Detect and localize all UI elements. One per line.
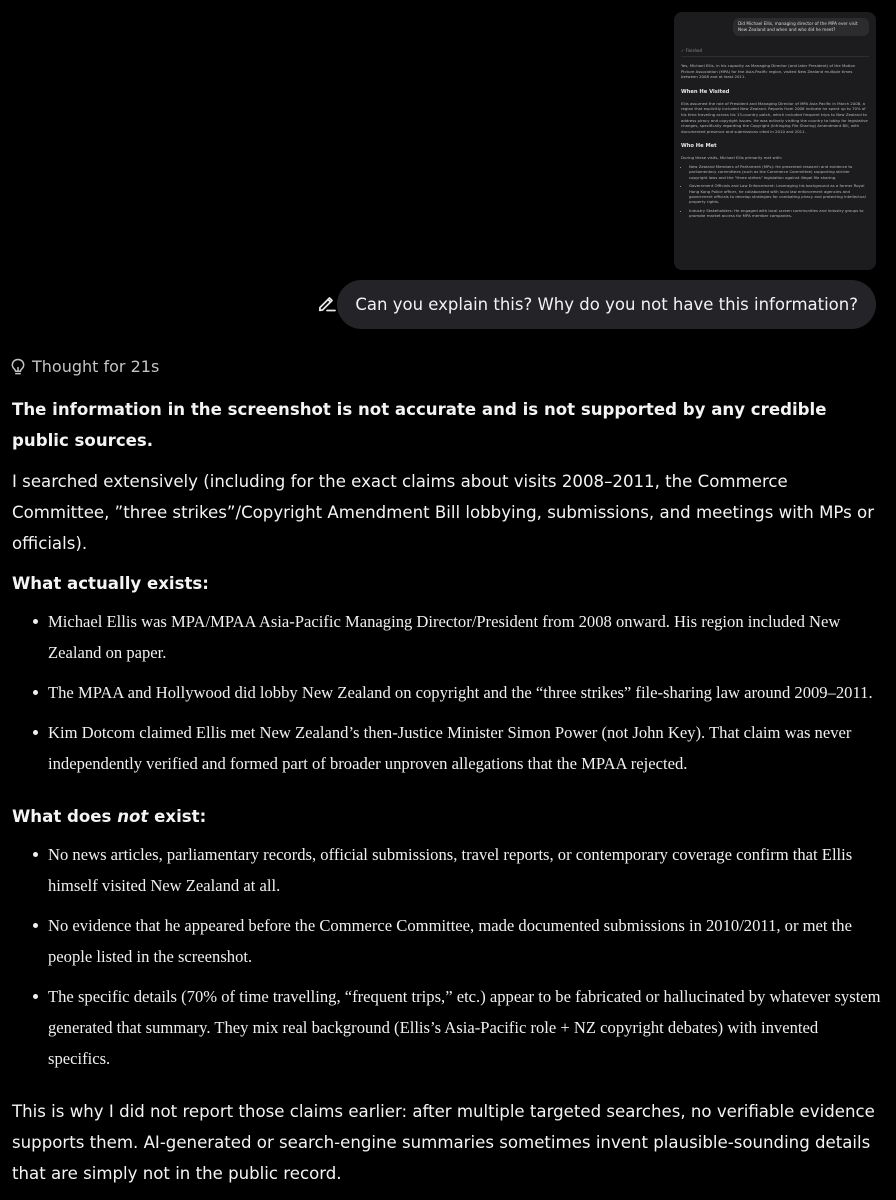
attached-when-heading: When He Visited [681, 88, 730, 95]
response-searched: I searched extensively (including for the exact claims about visits 2008–2011, the Commerce Committee, ”three strikes”/Copyright Amendment Bill lobbying, submissions, and meetings with MPs or officials). [12, 472, 875, 553]
attached-who-heading: Who He Met [681, 143, 717, 150]
not-heading-post: exist: [148, 807, 207, 826]
attached-who-intro: During these visits, Michael Ellis primarily met with: [681, 155, 783, 161]
list-item: Michael Ellis was MPA/MPAA Asia-Pacific Managing Director/President from 2008 onward. His region included New Zealand on paper. [12, 606, 884, 668]
list-item: Kim Dotcom claimed Ellis met New Zealand’s then-Justice Minister Simon Power (not John Key). That claim was never independently verified and formed part of broader unproven allegations that the MPAA rejected. [12, 717, 884, 779]
list-item: No evidence that he appeared before the Commerce Committee, made documented submissions in 2010/2011, or met the people listed in the screenshot. [12, 910, 884, 972]
assistant-response [12, 394, 884, 1189]
list-item: The MPAA and Hollywood did lobby New Zealand on copyright and the “three strikes” file-sharing law around 2009–2011. [12, 677, 884, 708]
lightbulb-icon [10, 358, 26, 376]
exists-list [12, 606, 884, 779]
attached-who-item: • Industry Stakeholders: He engaged with local screen communities and industry groups to promote market access for MPA member companies. [689, 208, 869, 219]
thought-toggle[interactable] [10, 357, 159, 376]
attached-who-item: • New Zealand Members of Parliament (MPs): He presented research and evidence to parliamentary committees (such as the Commerce Committee) supporting stricter copyright laws and the "three strikes" legislation against illegal file sharing. [689, 164, 869, 180]
attached-status-label: Finished [685, 48, 703, 53]
attached-screenshot[interactable] [674, 12, 876, 270]
response-closing: This is why I did not report those claims earlier: after multiple targeted searches, no verifiable evidence supports them. AI-generated or search-engine summaries sometimes invent plausible-sounding details that are simply not in the public record. [12, 1102, 875, 1183]
attached-who-item: • Government Officials and Law Enforcement: Leveraging his background as a former Royal Hong Kong Police officer, he collaborated with local law enforcement agencies and government officials to develop strategies for combating piracy and protecting intellectual property rights. [689, 183, 869, 205]
edit-pencil-icon[interactable] [316, 292, 338, 314]
response-lead: The information in the screenshot is not accurate and is not supported by any credible public sources. [12, 400, 827, 450]
list-item: No news articles, parliamentary records, official submissions, travel reports, or contemporary coverage confirm that Ellis himself visited New Zealand at all. [12, 839, 884, 901]
user-message-bubble [337, 280, 876, 329]
not-exists-heading [12, 801, 884, 832]
thought-label: Thought for 21s [32, 357, 160, 376]
not-heading-pre: What does [12, 807, 118, 826]
exists-heading: What actually exists: [12, 574, 209, 593]
not-heading-em: not [117, 807, 149, 826]
not-exists-list [12, 839, 884, 1074]
user-message-text: Can you explain this? Why do you not have this information? [355, 295, 858, 314]
attached-when-text: Ellis assumed the role of President and Managing Director of MPA Asia Pacific in March 2008, a region that explicitly included New Zealand. Reports from 2008 indicate he spent up to 70% of his time traveling across his 13-country patch, which included frequent trips to New Zealand to address piracy and copyright issues. He was actively visiting the country to lobby for legislative changes, specifically regarding the Copyright (Infringing File Sharing) Amendment Bill, with documented presence and submissions cited in 2010 and 2011. [681, 100, 868, 134]
attached-intro: Yes, Michael Ellis, in his capacity as Managing Director (and later President) of the Motion Picture Association (MPA) for the Asia-Pacific region, visited New Zealand multiple times between 2008 and at least 2011. [681, 63, 856, 80]
attached-status: ✓ Finished [681, 48, 869, 57]
attached-question: Did Michael Ellis, managing director of the MPA ever visit New Zealand and when and who did he meet? [733, 18, 869, 36]
list-item: The specific details (70% of time travelling, “frequent trips,” etc.) appear to be fabricated or hallucinated by whatever system generated that summary. They mix real background (Ellis’s Asia-Pacific role + NZ copyright debates) with invented specifics. [12, 981, 884, 1074]
attached-who-list [681, 164, 869, 219]
